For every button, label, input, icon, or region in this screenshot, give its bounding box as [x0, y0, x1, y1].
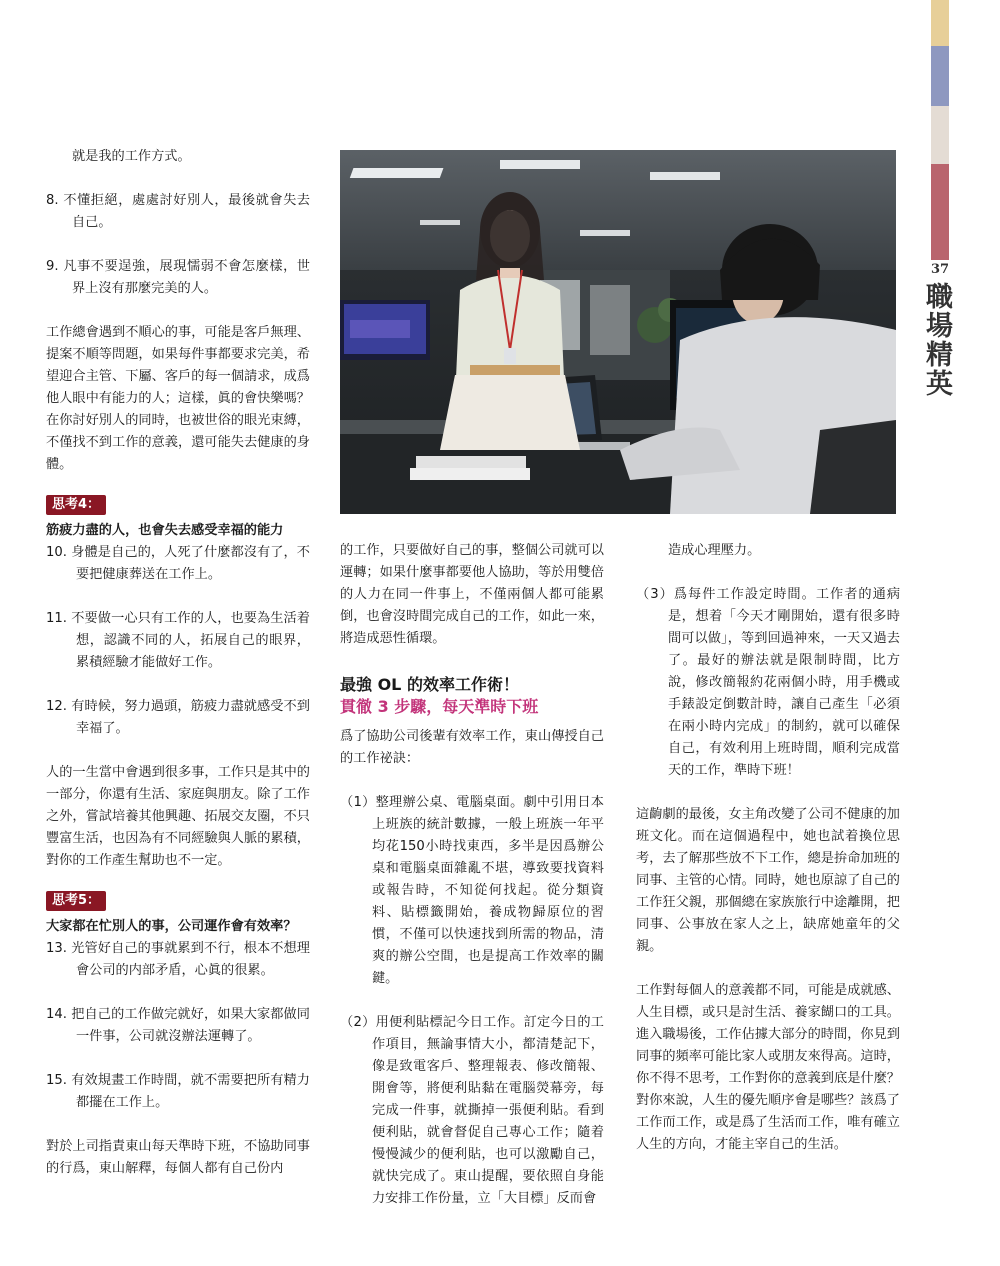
item-text: 不懂拒絕，處處討好別人，最後就會失去自己。: [63, 193, 310, 230]
item-number: 15.: [46, 1073, 67, 1088]
item-text: 有效規畫工作時間，就不需要把所有精力都擺在工作上。: [71, 1073, 310, 1110]
item-7-continuation: 就是我的工作方式。: [72, 149, 191, 164]
item-number: 9.: [46, 259, 59, 274]
section-title: 職場精英: [921, 282, 952, 398]
step-text: 爲每件工作設定時間。工作者的通病是，想着「今天才剛開始，還有很多時間可以做」，等到回過神來，一天又過去了。最好的辦法就是限制時間，比方說，修改簡報約花兩個小時，用手機或手錶設定倒數計時，讓自己產生「必須在兩小時内完成」的制約，就可以確保自己，有效利用上班時間，順利完成當天的工作，準時下班！: [668, 587, 901, 778]
step-number: （2）: [340, 1015, 376, 1030]
step-number: （3）: [636, 587, 674, 602]
step-number: （1）: [340, 795, 376, 810]
drama-still-photo: [340, 150, 896, 514]
think5-title: 大家都在忙別人的事，公司運作會有效率？: [46, 919, 297, 934]
step-3: [636, 584, 900, 782]
side-color-block-2: [931, 46, 949, 106]
item-text: 光管好自己的事就累到不行，根本不想理會公司的内部矛盾，心眞的很累。: [71, 941, 310, 978]
list-item-10: [46, 542, 310, 586]
item-text: 有時候，努力過頭，筋疲力盡就感受不到幸福了。: [71, 699, 310, 736]
think5-badge: 思考5：: [46, 891, 106, 911]
body-paragraph: 對於上司指責東山每天準時下班，不協助同事的行爲，東山解釋，每個人都有自己份内: [46, 1139, 310, 1176]
column-right: [636, 540, 900, 1156]
step-1: [340, 792, 604, 990]
column-left: [46, 146, 310, 1180]
side-color-block-4: [931, 164, 949, 260]
item-text: 不要做一心只有工作的人，也要為生活着想，認識不同的人，拓展自己的眼界，累積經驗才能做好工作。: [71, 611, 310, 670]
page-number: 37: [930, 262, 950, 277]
step-2: [340, 1012, 604, 1210]
side-color-block-3: [931, 106, 949, 164]
item-text: 身體是自己的，人死了什麼都沒有了，不要把健康葬送在工作上。: [71, 545, 310, 582]
item-number: 13.: [46, 941, 67, 956]
headline-main: 最強 OL 的效率工作術！: [340, 675, 519, 694]
think5-heading: [46, 890, 310, 912]
body-paragraph: 這齣劇的最後，女主角改變了公司不健康的加班文化。而在這個過程中，她也試着換位思考，去了解那些放不下工作，總是拚命加班的同事、主管的心情。同時，她也原諒了自己的工作狂父親，那個總在家族旅行中途離開，把同事、公事放在家人之上，缺席她童年的父親。: [636, 807, 900, 954]
column-middle: [340, 540, 604, 1210]
body-paragraph: 人的一生當中會遇到很多事，工作只是其中的一部分，你還有生活、家庭與朋友。除了工作之外，嘗試培養其他興趣、拓展交友圈，不只豐富生活，也因為有不同經驗與人脈的累積，對你的工作產生幫助也不一定。: [46, 765, 310, 868]
headline-sub: 貫徹 3 步驟，每天準時下班: [340, 697, 539, 716]
body-paragraph: 工作總會遇到不順心的事，可能是客戶無理、提案不順等問題，如果每件事都要求完美，希望迎合主管、下屬、客戶的每一個請求，成爲他人眼中有能力的人；這樣，眞的會快樂嗎？在你討好別人的同時，也被世俗的眼光束縛，不僅找不到工作的意義，還可能失去健康的身體。: [46, 325, 310, 472]
intro-paragraph: 爲了協助公司後輩有效率工作，東山傳授自己的工作祕訣：: [340, 729, 604, 766]
list-item-14: [46, 1004, 310, 1048]
item-text: 把自己的工作做完就好，如果大家都做同一件事，公司就沒辦法運轉了。: [71, 1007, 310, 1044]
item-number: 14.: [46, 1007, 67, 1022]
item-number: 12.: [46, 699, 67, 714]
list-item-13: [46, 938, 310, 982]
list-item-12: [46, 696, 310, 740]
step-text: 整理辦公桌、電腦桌面。劇中引用日本上班族的統計數據，一般上班族一年平均花150小時找東西，多半是因爲辦公桌和電腦桌面雜亂不堪，導致要找資料或報告時，不知從何找起。從分類資料、貼標籤開始，養成物歸原位的習慣，不僅可以快速找到所需的物品，清爽的辦公空間，也是提高工作效率的關鍵。: [372, 795, 604, 986]
think4-heading: [46, 494, 310, 516]
body-paragraph: 工作對每個人的意義都不同，可能是成就感、人生目標，或只是討生活、養家餬口的工具。進入職場後，工作佔據大部分的時間，你見到同事的頻率可能比家人或朋友來得高。這時，你不得不思考，工作對你的意義到底是什麼？對你來說，人生的優先順序會是哪些？該爲了工作而工作，或是爲了生活而工作，唯有確立人生的方向，才能主宰自己的生活。: [636, 983, 900, 1152]
list-item-15: [46, 1070, 310, 1114]
side-color-block-1: [931, 0, 949, 46]
item-number: 11.: [46, 611, 67, 626]
item-text: 凡事不要逞強，展現懦弱不會怎麼樣，世界上沒有那麼完美的人。: [63, 259, 310, 296]
list-item-8: [46, 190, 310, 234]
list-item-11: [46, 608, 310, 674]
item-number: 10.: [46, 545, 67, 560]
think4-badge: 思考4：: [46, 495, 106, 515]
list-item-9: [46, 256, 310, 300]
body-paragraph-continued: 的工作，只要做好自己的事，整個公司就可以運轉；如果什麼事都要他人協助，等於用雙倍的人力在同一件事上，不僅兩個人都可能累倒，也會沒時間完成自己的工作，如此一來，將造成惡性循環。: [340, 543, 604, 646]
step-text: 用便利貼標記今日工作。訂定今日的工作項目，無論事情大小，都清楚記下，像是致電客戶、整理報表、修改簡報、開會等，將便利貼黏在電腦熒幕旁，每完成一件事，就撕掉一張便利貼。看到便利貼，就會督促自己專心工作；隨着慢慢減少的便利貼，也可以激勵自己，就快完成了。東山提醒，要依照自身能力安排工作份量，立「大目標」反而會: [372, 1015, 604, 1206]
step-2-continuation: 造成心理壓力。: [668, 543, 761, 558]
item-number: 8.: [46, 193, 59, 208]
think4-title: 筋疲力盡的人，也會失去感受幸福的能力: [46, 523, 284, 538]
